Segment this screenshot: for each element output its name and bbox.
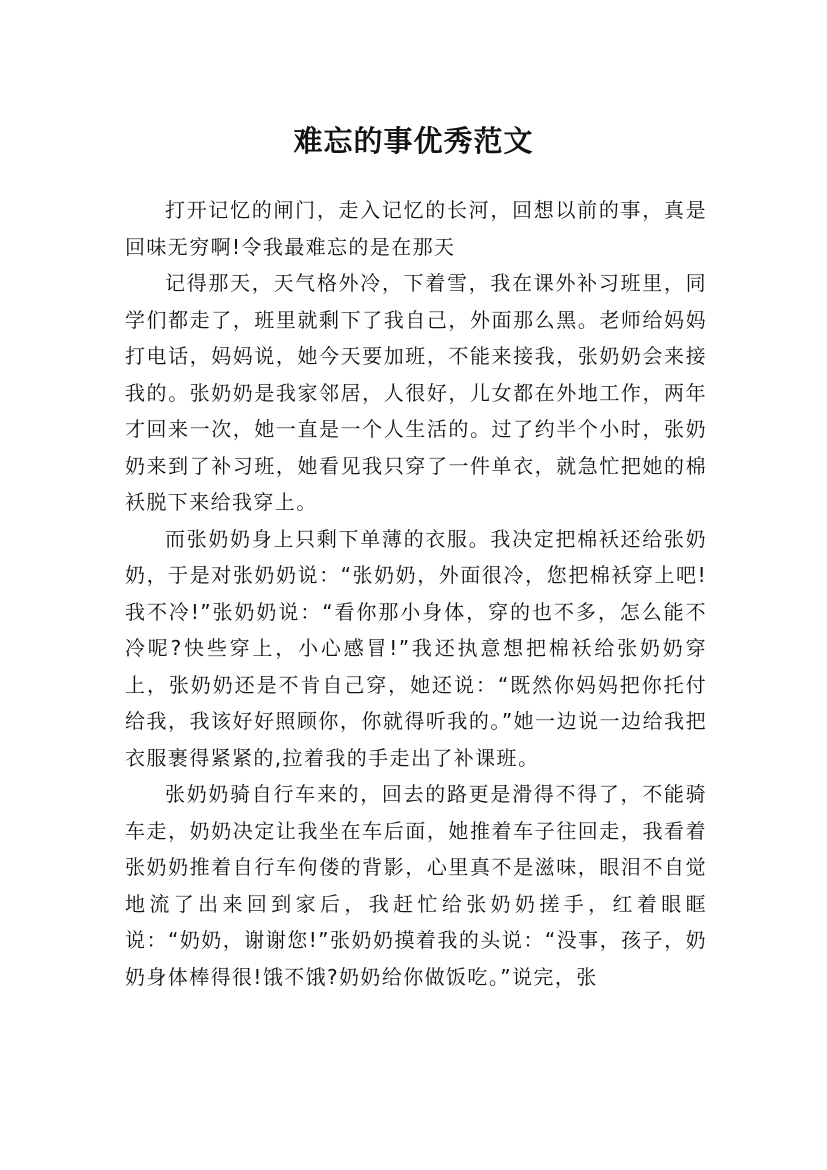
document-body: [125, 192, 707, 995]
paragraph-2: 记得那天，天气格外冷，下着雪，我在课外补习班里，同学们都走了，班里就剩下了我自己，外面那么黑。老师给妈妈打电话，妈妈说，她今天要加班，不能来接我，张奶奶会来接我的。张奶奶是我家邻居，人很好，儿女都在外地工作，两年才回来一次，她一直是一个人生活的。过了约半个小时，张奶奶来到了补习班，她看见我只穿了一件单衣，就急忙把她的棉袄脱下来给我穿上。: [125, 271, 707, 514]
paragraph-3: 而张奶奶身上只剩下单薄的衣服。我决定把棉袄还给张奶奶，于是对张奶奶说：“张奶奶，外面很冷，您把棉袄穿上吧!我不冷!”张奶奶说：“看你那小身体，穿的也不多，怎么能不冷呢?快些穿上，小心感冒!”我还执意想把棉袄给张奶奶穿上，张奶奶还是不肯自己穿，她还说：“既然你妈妈把你托付给我，我该好好照顾你，你就得听我的。”她一边说一边给我把衣服裹得紧紧的,拉着我的手走出了补课班。: [125, 526, 707, 770]
paragraph-1: 打开记忆的闸门，走入记忆的长河，回想以前的事，真是回味无穷啊!令我最难忘的是在那天: [125, 198, 707, 259]
document-title: 难忘的事优秀范文: [293, 124, 534, 159]
paragraph-4: 张奶奶骑自行车来的，回去的路更是滑得不得了，不能骑车走，奶奶决定让我坐在车后面，她推着车子往回走，我看着张奶奶推着自行车佝偻的背影，心里真不是滋味，眼泪不自觉地流了出来回到家后，我赶忙给张奶奶搓手，红着眼眶说：“奶奶，谢谢您!”张奶奶摸着我的头说：“没事，孩子，奶奶身体棒得很!饿不饿?奶奶给你做饭吃。”说完，张: [125, 782, 707, 989]
